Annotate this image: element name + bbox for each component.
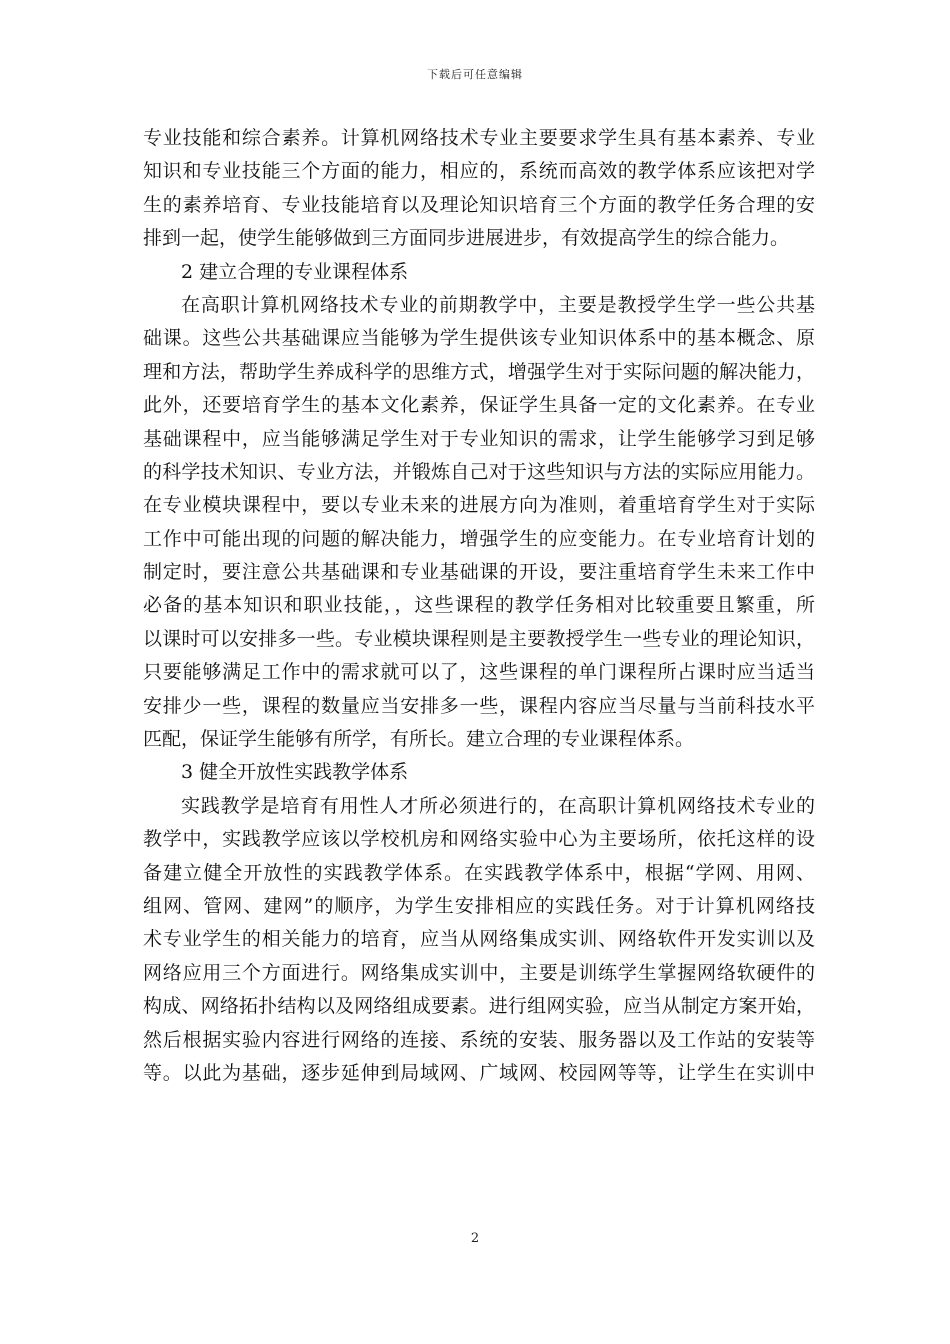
text-line: 此外，还要培育学生的基本文化素养，保证学生具备一定的文化素养。在专业	[143, 394, 815, 417]
text-line: 在专业模块课程中，要以专业未来的进展方向为准则，着重培育学生对于实际	[143, 494, 815, 517]
text-line: 的科学技术知识、专业方法，并锻炼自己对于这些知识与方法的实际应用能力。	[143, 460, 815, 483]
text-line: 础课。这些公共基础课应当能够为学生提供该专业知识体系中的基本概念、原	[143, 327, 815, 350]
text-line: 制定时，要注意公共基础课和专业基础课的开设，要注重培育学生未来工作中	[143, 561, 815, 584]
text-line: 专业技能和综合素养。计算机网络技术专业主要要求学生具有基本素养、专业	[143, 127, 815, 149]
document-body	[143, 122, 815, 1090]
text-line: 构成、网络拓扑结构以及网络组成要素。进行组网实验，应当从制定方案开始，	[143, 995, 815, 1018]
text-line: 备建立健全开放性的实践教学体系。在实践教学体系中，根据“学网、用网、	[143, 861, 815, 884]
text-line: 在高职计算机网络技术专业的前期教学中，主要是教授学生学一些公共基	[181, 293, 815, 316]
page-number: 2	[470, 1231, 480, 1246]
text-line: 理和方法，帮助学生养成科学的思维方式，增强学生对于实际问题的解决能力，	[143, 360, 815, 383]
text-line: 生的素养培育、专业技能培育以及理论知识培育三个方面的教学任务合理的安	[143, 193, 815, 216]
section-heading: 2 建立合理的专业课程体系	[181, 260, 409, 283]
text-line: 工作中可能出现的问题的解决能力，增强学生的应变能力。在专业培育计划的	[143, 527, 815, 550]
text-line: 网络应用三个方面进行。网络集成实训中，主要是训练学生掌握网络软硬件的	[143, 961, 815, 984]
text-line: 术专业学生的相关能力的培育，应当从网络集成实训、网络软件开发实训以及	[143, 928, 815, 951]
text-line: 教学中，实践教学应该以学校机房和网络实验中心为主要场所，依托这样的设	[143, 828, 815, 851]
text-line: 只要能够满足工作中的需求就可以了，这些课程的单门课程所占课时应当适当	[143, 661, 815, 684]
page-header: 下载后可任意编辑	[427, 68, 523, 81]
text-line: 必备的基本知识和职业技能，，这些课程的教学任务相对比较重要且繁重，所	[143, 594, 815, 617]
text-line: 然后根据实验内容进行网络的连接、系统的安装、服务器以及工作站的安装等	[143, 1028, 815, 1051]
text-line: 实践教学是培育有用性人才所必须进行的，在高职计算机网络技术专业的	[181, 794, 815, 817]
section-heading: 3 健全开放性实践教学体系	[181, 761, 409, 784]
text-line: 安排少一些，课程的数量应当安排多一些，课程内容应当尽量与当前科技水平	[143, 694, 815, 717]
text-line: 排到一起，使学生能够做到三方面同步进展进步，有效提高学生的综合能力。	[143, 227, 790, 250]
text-line: 知识和专业技能三个方面的能力，相应的，系统而高效的教学体系应该把对学	[143, 160, 815, 183]
text-line: 等。以此为基础，逐步延伸到局域网、广域网、校园网等等，让学生在实训中	[143, 1061, 815, 1084]
text-line: 匹配，保证学生能够有所学，有所长。建立合理的专业课程体系。	[143, 728, 695, 751]
text-line: 基础课程中，应当能够满足学生对于专业知识的需求，让学生能够学习到足够	[143, 427, 815, 450]
text-line: 组网、管网、建网”的顺序，为学生安排相应的实践任务。对于计算机网络技	[143, 894, 815, 917]
text-line: 以课时可以安排多一些。专业模块课程则是主要教授学生一些专业的理论知识，	[143, 627, 815, 650]
